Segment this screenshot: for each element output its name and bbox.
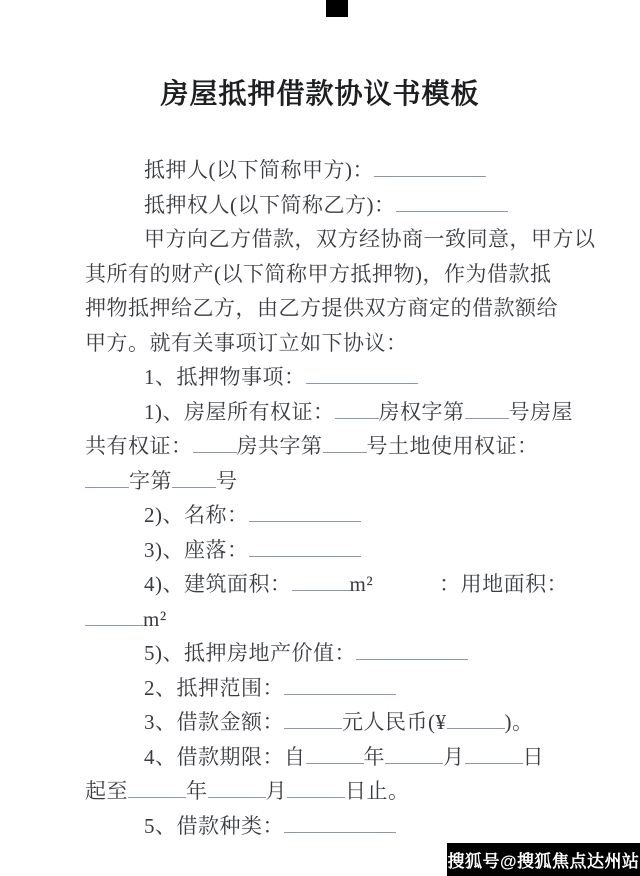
- line-text: 4、借款期限：自: [144, 744, 306, 769]
- line-text: 2)、名称：: [144, 503, 249, 527]
- fill-in-blank: [85, 606, 143, 626]
- fill-in-blank: [374, 157, 486, 177]
- line-text: 日: [522, 744, 544, 769]
- line-text: 押物抵押给乙方，由乙方提供双方商定的借款额给: [85, 296, 558, 320]
- line-text: 房权字第: [378, 399, 465, 424]
- fill-in-blank: [193, 433, 237, 453]
- line-text: 月: [443, 744, 465, 769]
- line-text: 共有权证：: [85, 434, 193, 458]
- line-text: 抵押权人(以下简称乙方)：: [144, 192, 396, 217]
- line-text: 1、抵押物事项：: [144, 365, 306, 389]
- fill-in-blank: [306, 364, 418, 384]
- fill-in-blank: [284, 709, 342, 729]
- document-line: [85, 360, 557, 395]
- line-text: 3)、座落：: [144, 537, 249, 562]
- document-line: [85, 153, 557, 188]
- fill-in-blank: [85, 468, 129, 488]
- fill-in-blank: [335, 399, 379, 419]
- line-text: 3、借款金额：: [144, 710, 284, 734]
- line-text: 甲方。就有关事项订立如下协议：: [85, 330, 408, 355]
- document-line: [85, 326, 557, 361]
- line-text: 起至: [85, 779, 128, 803]
- document-line: [85, 464, 557, 499]
- fill-in-blank: [396, 192, 508, 212]
- line-text: m²: [143, 606, 167, 631]
- document-line: [85, 188, 557, 223]
- fill-in-blank: [465, 399, 509, 419]
- line-text: 4)、建筑面积：: [144, 572, 292, 596]
- document-body: [85, 153, 596, 843]
- line-text: 其所有的财产(以下简称甲方抵押物)，作为借款抵: [85, 261, 552, 286]
- document-line: [85, 809, 557, 844]
- document-line: [85, 636, 557, 671]
- fill-in-blank: [249, 537, 361, 557]
- document-line: [85, 705, 557, 740]
- line-text: 号土地使用权证：: [366, 434, 539, 458]
- fill-in-blank: [128, 778, 186, 798]
- line-text: )。: [504, 710, 534, 734]
- line-text: 甲方向乙方借款，双方经协商一致同意，甲方以: [144, 227, 596, 251]
- line-text: 日止。: [345, 779, 410, 803]
- fill-in-blank: [385, 744, 443, 764]
- line-text: 元人民币(¥: [342, 710, 447, 734]
- line-text: ：用地面积：: [439, 572, 569, 596]
- line-text: 月: [265, 779, 287, 803]
- line-text: m²: [349, 572, 374, 596]
- line-text: 5、借款种类：: [144, 813, 284, 838]
- fill-in-blank: [306, 744, 364, 764]
- document-line: [85, 291, 557, 326]
- line-text: 号房屋: [508, 399, 573, 424]
- document-line: [85, 222, 596, 257]
- document-line: [85, 671, 557, 706]
- line-text: 抵押人(以下简称甲方)：: [144, 158, 374, 182]
- fill-in-blank: [323, 433, 367, 453]
- line-text: 2、抵押范围：: [144, 675, 284, 700]
- document-line: [85, 533, 557, 568]
- document-line: [85, 429, 557, 464]
- fill-in-blank: [284, 813, 396, 833]
- fill-in-blank: [172, 468, 216, 488]
- document-line: [85, 602, 557, 637]
- line-text: 年: [186, 779, 208, 803]
- line-text: 1)、房屋所有权证：: [144, 399, 335, 424]
- document-line: [85, 740, 557, 775]
- document-line: [85, 774, 557, 809]
- line-text: 字第: [129, 468, 172, 493]
- line-text: 号: [216, 468, 238, 493]
- black-square-artifact: [326, 0, 348, 17]
- page-title: 房屋抵押借款协议书模板: [160, 78, 480, 109]
- fill-in-blank: [208, 778, 266, 798]
- document-line: [85, 498, 557, 533]
- fill-in-blank: [356, 640, 468, 660]
- line-text: 5)、抵押房地产价值：: [144, 641, 356, 665]
- line-text: 房共字第: [236, 434, 323, 458]
- spacer: [373, 590, 439, 591]
- watermark-badge: [447, 843, 640, 876]
- document-line: [85, 257, 557, 292]
- line-text: 年: [363, 744, 385, 769]
- fill-in-blank: [284, 675, 396, 695]
- fill-in-blank: [287, 778, 345, 798]
- fill-in-blank: [465, 744, 523, 764]
- fill-in-blank: [249, 502, 361, 522]
- watermark-text: 搜狐号@搜狐焦点达州站: [447, 852, 640, 871]
- document-line: [85, 395, 573, 430]
- fill-in-blank: [292, 571, 350, 591]
- document-line: [85, 567, 569, 602]
- fill-in-blank: [447, 709, 505, 729]
